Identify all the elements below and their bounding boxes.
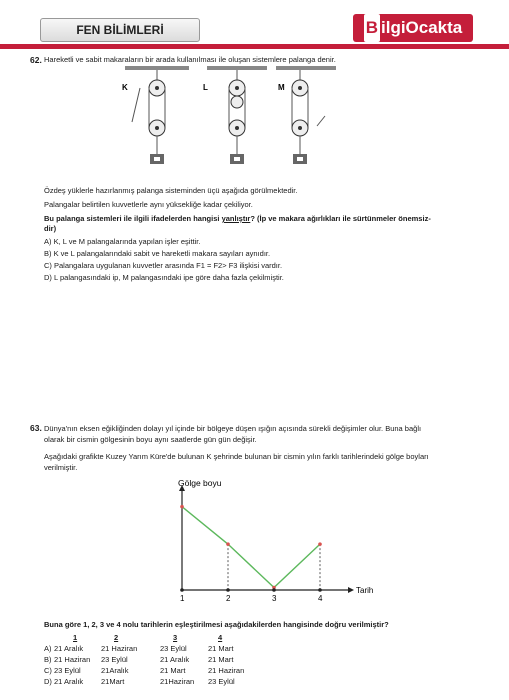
col-header-3: 3 (173, 633, 178, 642)
x-tick-label: 2 (226, 594, 231, 603)
x-tick-dot (180, 588, 184, 592)
data-point (180, 505, 184, 509)
x-tick-dot (226, 588, 230, 592)
header-divider (0, 44, 509, 49)
option-label: A) (44, 644, 52, 653)
q63-paragraph-2b: verilmiştir. (44, 463, 78, 472)
x-tick-label: 4 (318, 594, 323, 603)
table-cell: 21 Haziran (101, 644, 138, 653)
q63-stem: Buna göre 1, 2, 3 ve 4 nolu tarihlerin eşleştirilmesi aşağıdakilerden hangisinde doğru verilmiştir? (44, 620, 389, 629)
q63-paragraph-1a: Dünya'nın eksen eğikliğinden dolayı yıl içinde bir bölgeye düşen ışığın açısında sürekli değişimler olur. Buna bağlı (44, 424, 422, 433)
option-label: C) (44, 666, 52, 675)
q62-line1: Özdeş yüklerle hazırlanmış palanga sisteminden üçü aşağıda görülmektedir. (44, 186, 298, 195)
option-label: B) (44, 655, 52, 664)
label-M: M (278, 83, 285, 92)
table-cell: 21 Aralık (54, 677, 84, 686)
q62-option-b[interactable]: B) K ve L palangalarındaki sabit ve hareketli makara sayıları aynıdır. (44, 249, 271, 258)
x-axis-arrow (348, 587, 354, 593)
question-63-number: 63. (30, 423, 42, 433)
header-bar (0, 0, 509, 44)
series-line (182, 507, 320, 588)
label-L: L (203, 83, 208, 92)
shadow-length-chart (160, 478, 380, 608)
q62-stem-end: dir) (44, 224, 57, 233)
pulley-figure (110, 66, 340, 176)
table-cell: 21Mart (101, 677, 125, 686)
table-cell: 23 Eylül (54, 666, 81, 675)
q62-intro: Hareketli ve sabit makaraların bir arada kullanılması ile oluşan sistemlere palanga denir. (44, 55, 336, 64)
data-point (226, 542, 230, 546)
table-cell: 23 Eylül (160, 644, 187, 653)
table-cell: 21Haziran (160, 677, 195, 686)
y-axis-label: Gölge boyu (178, 478, 222, 488)
table-cell: 21 Aralık (160, 655, 190, 664)
option-label: D) (44, 677, 52, 686)
col-header-2: 2 (114, 633, 119, 642)
brand-logo: B ilgiOcakta (353, 14, 473, 42)
table-cell: 21 Mart (208, 644, 234, 653)
table-cell: 21 Aralık (54, 644, 84, 653)
x-axis-label: Tarih (356, 586, 374, 595)
q62-option-c[interactable]: C) Palangalara uygulanan kuvvetler arasında F1 = F2> F3 ilişkisi vardır. (44, 261, 283, 270)
label-K: K (122, 83, 128, 92)
table-cell: 21 Mart (160, 666, 186, 675)
q62-line2: Palangalar belirtilen kuvvetlerle aynı yüksekliğe kadar çekiliyor. (44, 200, 253, 209)
x-tick-label: 1 (180, 594, 185, 603)
col-header-4: 4 (218, 633, 223, 642)
x-tick-dot (318, 588, 322, 592)
table-cell: 23 Eylül (101, 655, 128, 664)
q62-stem: Bu palanga sistemleri ile ilgili ifadelerden hangisi yanlıştır? (İp ve makara ağırlıkları ile sürtünmeler önemsiz- (44, 214, 431, 223)
question-62-number: 62. (30, 55, 42, 65)
col-header-1: 1 (73, 633, 78, 642)
table-cell: 21 Haziran (208, 666, 245, 675)
q62-option-d[interactable]: D) L palangasındaki ip, M palangasındaki ipe göre daha fazla çekilmiştir. (44, 273, 284, 282)
data-point (318, 542, 322, 546)
q63-paragraph-2a: Aşağıdaki grafikte Kuzey Yarım Küre'de bulunan K şehrinde bulunan bir cismin yılın farklı tarihlerindeki gölge boyları (44, 452, 429, 461)
table-cell: 21Aralık (101, 666, 129, 675)
table-cell: 21 Mart (208, 655, 234, 664)
q63-paragraph-1b: olarak bir cismin gölgesinin boyu aynı saatlerde gün gün değişir. (44, 435, 257, 444)
subject-badge: FEN BİLİMLERİ (40, 18, 200, 42)
table-cell: 23 Eylül (208, 677, 235, 686)
q62-option-a[interactable]: A) K, L ve M palangalarında yapılan işler eşittir. (44, 237, 201, 246)
x-tick-dot (272, 588, 276, 592)
table-cell: 21 Haziran (54, 655, 91, 664)
q63-answer-table (44, 633, 304, 693)
x-tick-label: 3 (272, 594, 277, 603)
